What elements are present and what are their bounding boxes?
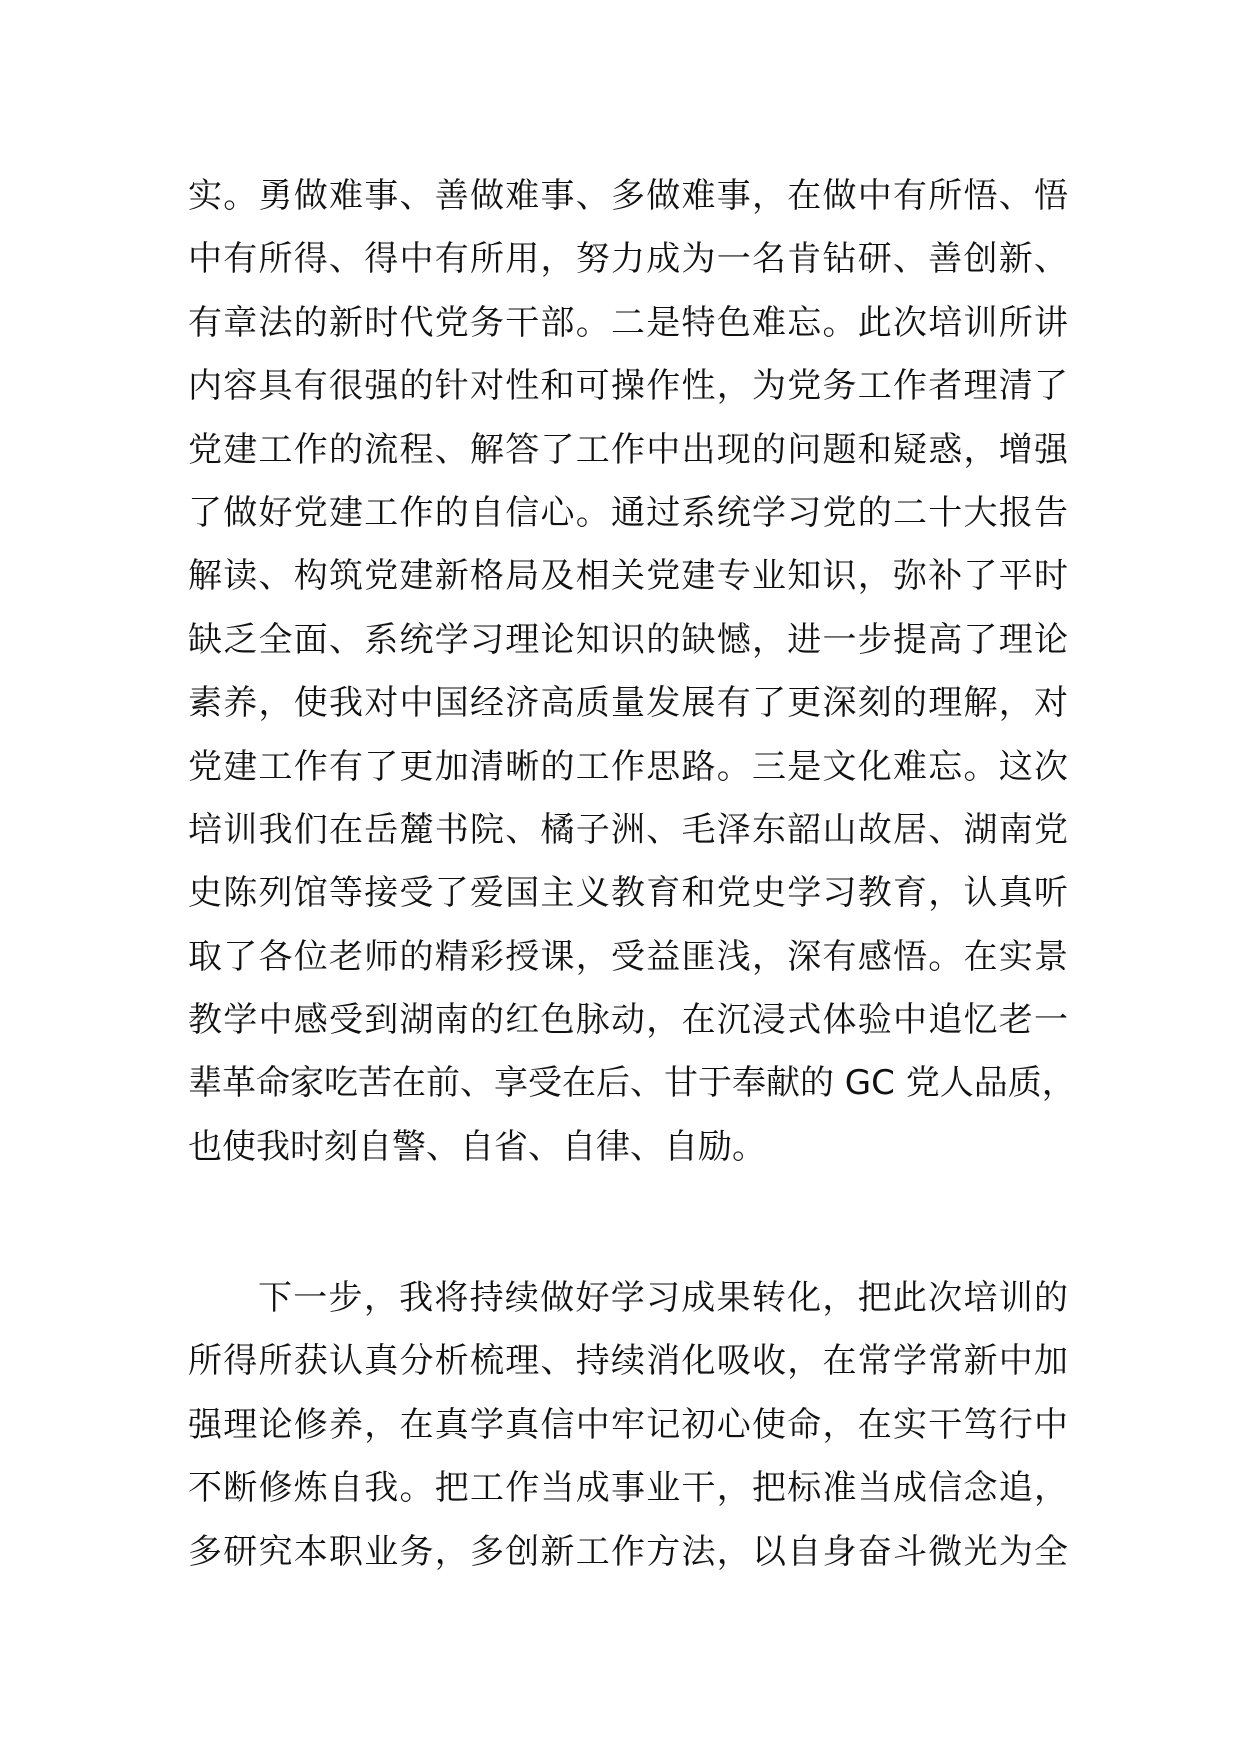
text-line: 培训我们在岳麓书院、橘子洲、毛泽东韶山故居、湖南党 xyxy=(188,809,1068,850)
text-line: 解读、构筑党建新格局及相关党建专业知识，弥补了平时 xyxy=(188,556,1068,597)
text-line: 实。勇做难事、善做难事、多做难事，在做中有所悟、悟 xyxy=(188,176,1068,216)
text-line: 素养，使我对中国经济高质量发展有了更深刻的理解，对 xyxy=(188,683,1068,724)
text-line: 中有所得、得中有所用，努力成为一名肯钻研、善创新、 xyxy=(188,239,1068,280)
text-line: 多研究本职业务，多创新工作方法，以自身奋斗微光为全 xyxy=(188,1531,1068,1572)
paragraph-1 xyxy=(188,165,1076,1179)
text-line: 史陈列馆等接受了爱国主义教育和党史学习教育，认真听 xyxy=(188,873,1068,914)
text-line: 下一步，我将持续做好学习成果转化，把此次培训的 xyxy=(258,1278,1068,1318)
text-line: 所得所获认真分析梳理、持续消化吸收，在常学常新中加 xyxy=(188,1341,1068,1382)
text-line: 取了各位老师的精彩授课，受益匪浅，深有感悟。在实景 xyxy=(188,936,1068,977)
text-line: 也使我时刻自警、自省、自律、自励。 xyxy=(188,1126,766,1167)
text-line: 党建工作有了更加清晰的工作思路。三是文化难忘。这次 xyxy=(188,746,1068,787)
text-line: 缺乏全面、系统学习理论知识的缺憾，进一步提高了理论 xyxy=(188,619,1068,660)
paragraph-2 xyxy=(188,1267,1068,1584)
text-line: 辈革命家吃苦在前、享受在后、甘于奉献的 GC 党人品质， xyxy=(188,1063,1076,1104)
text-line: 有章法的新时代党务干部。二是特色难忘。此次培训所讲 xyxy=(188,302,1068,343)
text-line: 教学中感受到湖南的红色脉动，在沉浸式体验中追忆老一 xyxy=(188,1000,1068,1041)
text-line: 不断修炼自我。把工作当成事业干，把标准当成信念追， xyxy=(188,1468,1068,1509)
text-line: 了做好党建工作的自信心。通过系统学习党的二十大报告 xyxy=(188,492,1068,533)
text-line: 党建工作的流程、解答了工作中出现的问题和疑惑，增强 xyxy=(188,429,1068,470)
text-line: 内容具有很强的针对性和可操作性，为党务工作者理清了 xyxy=(188,366,1068,407)
text-line: 强理论修养，在真学真信中牢记初心使命，在实干笃行中 xyxy=(188,1404,1068,1445)
